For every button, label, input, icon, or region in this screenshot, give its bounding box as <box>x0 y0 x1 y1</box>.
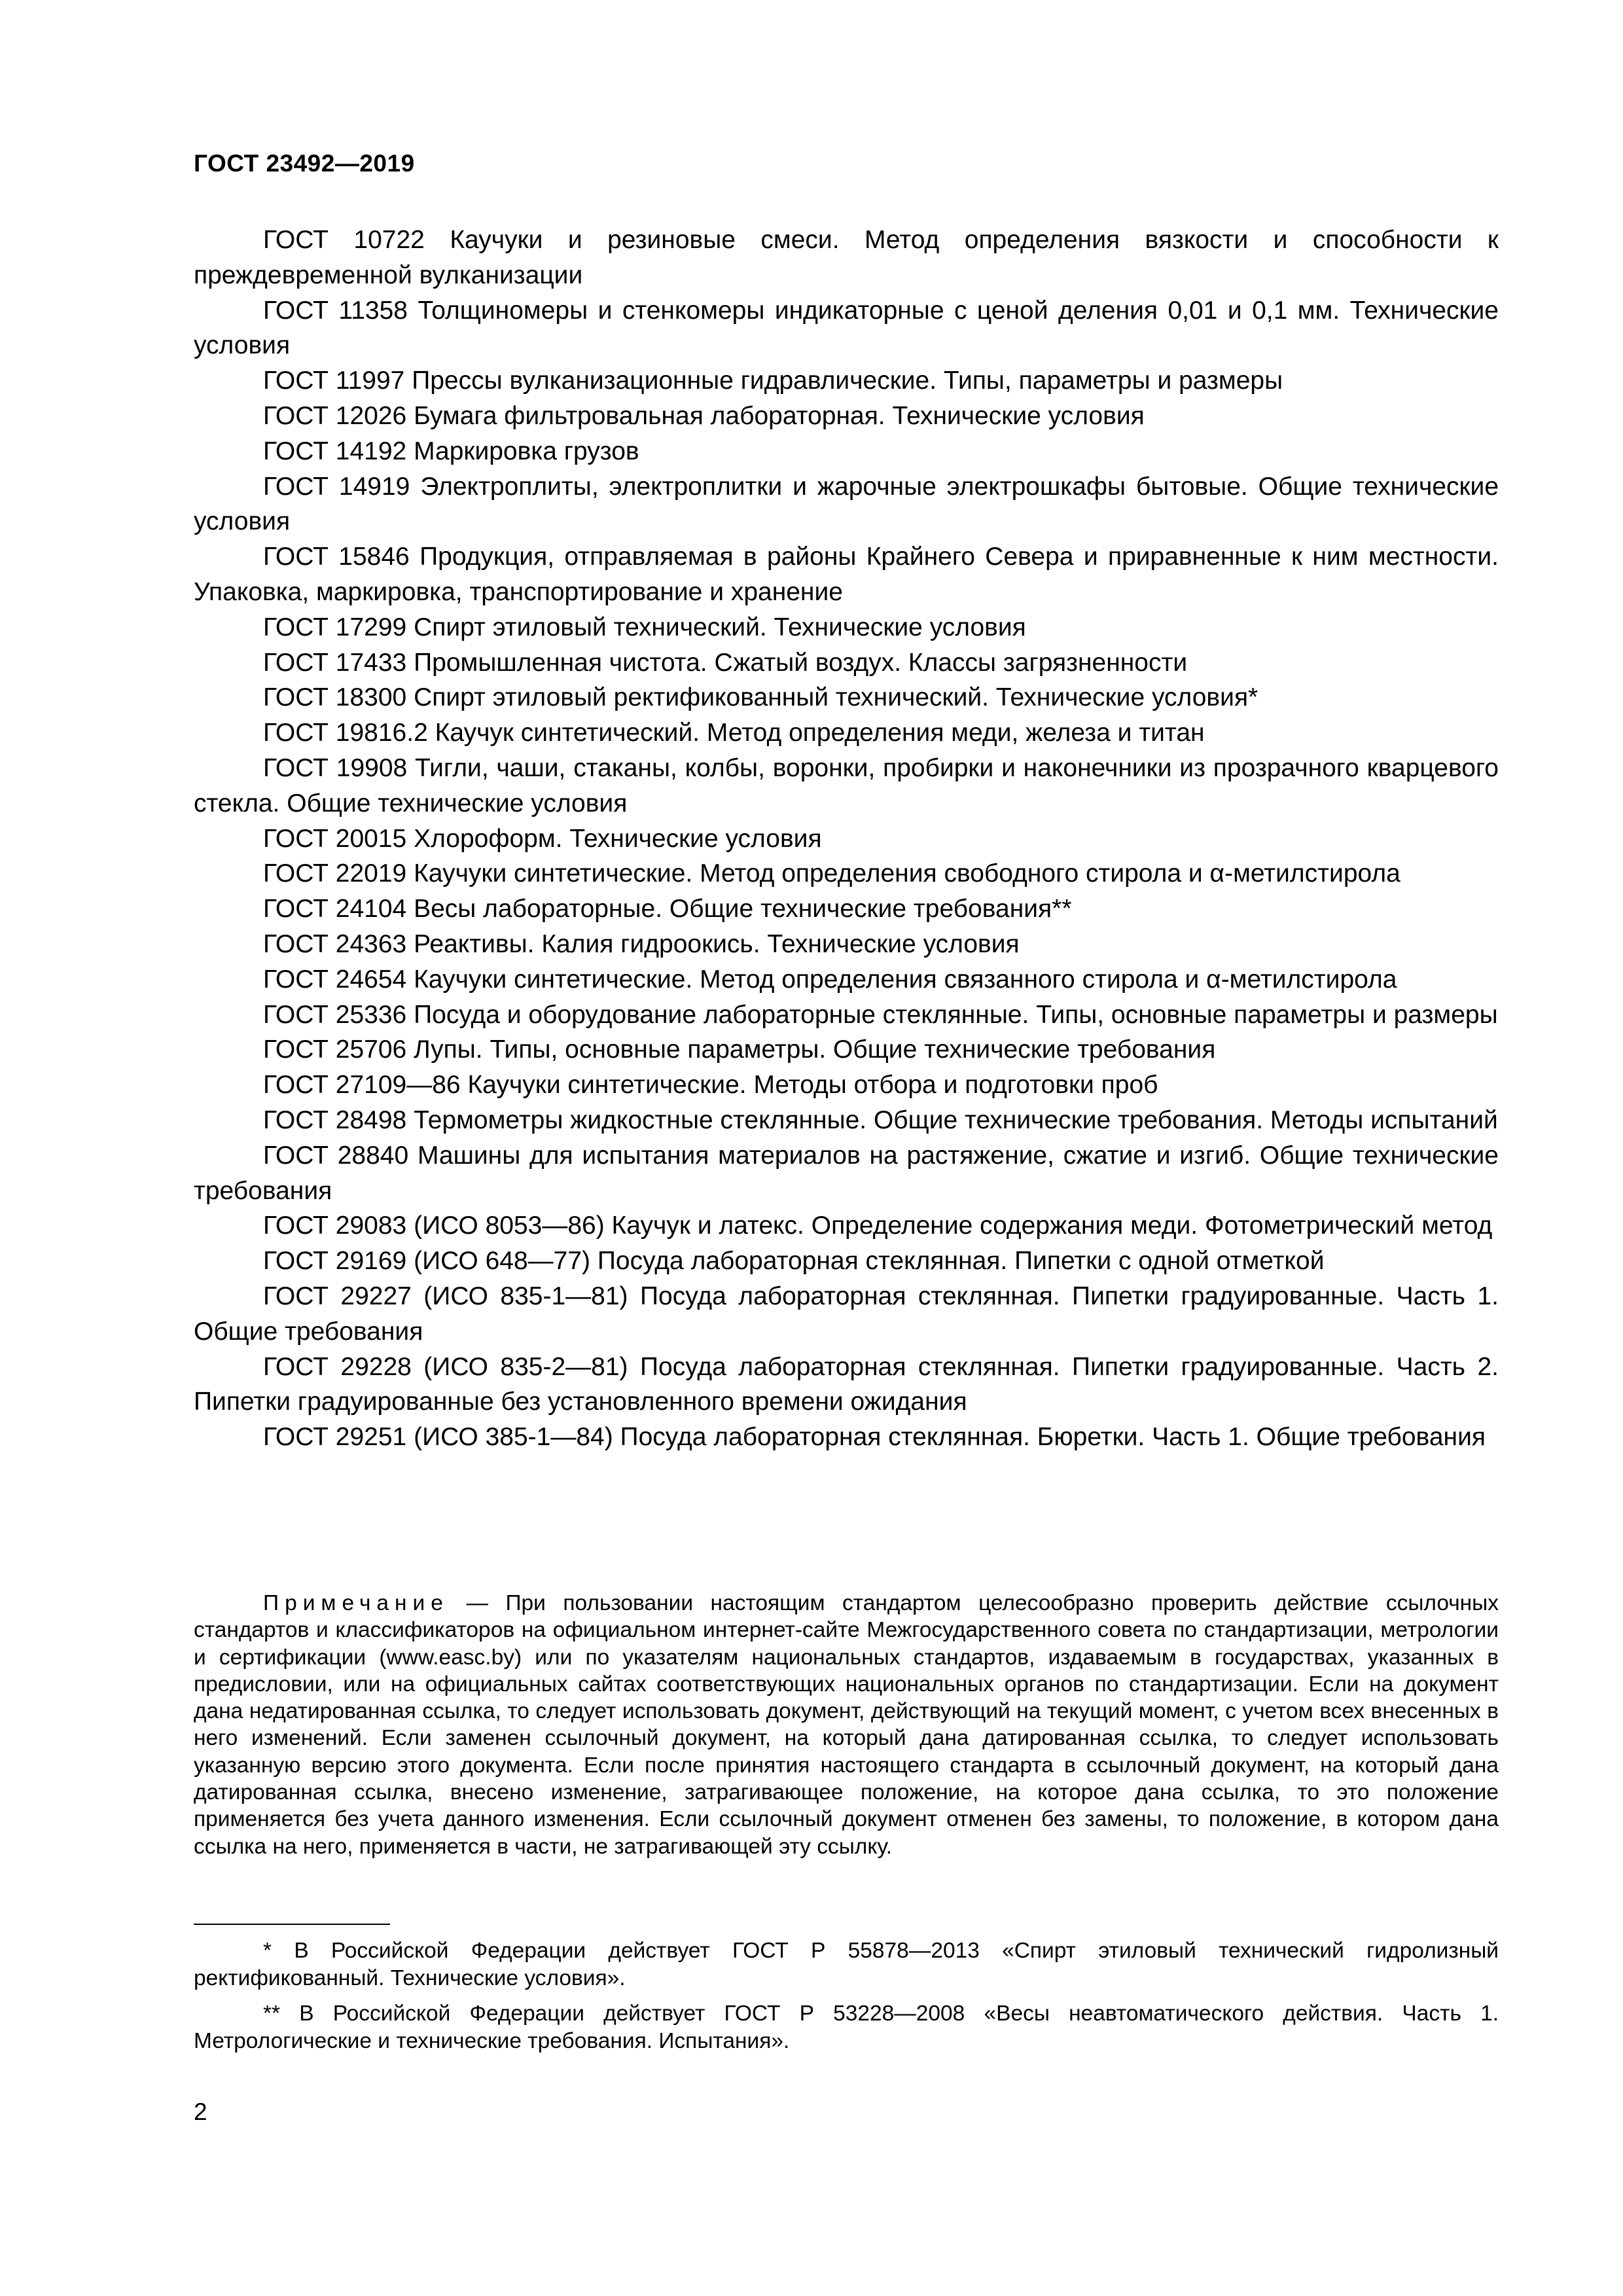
reference-item <box>194 1208 1499 1244</box>
reference-title: Посуда лабораторная стеклянная. Пипетки градуированные. Часть 2. Пипетки градуированные без установленного времени ожидания <box>194 1352 1499 1416</box>
normative-references-list <box>194 223 1499 1455</box>
footnote-mark: * <box>263 1939 272 1963</box>
reference-title: Прессы вулканизационные гидравлические. Типы, параметры и размеры <box>412 367 1283 395</box>
reference-code: ГОСТ 18300 <box>263 683 407 712</box>
reference-title: Бумага фильтровальная лабораторная. Технические условия <box>414 401 1145 430</box>
reference-code: ГОСТ 29251 (ИСО 385-1—84) <box>263 1423 613 1452</box>
reference-item <box>194 539 1499 610</box>
reference-code: ГОСТ 28840 <box>263 1141 409 1170</box>
reference-title: Реактивы. Калия гидроокись. Технические условия <box>414 929 1020 958</box>
footnote-separator <box>194 1924 390 1925</box>
footnote <box>194 1937 1499 1992</box>
page-number: 2 <box>194 2098 207 2125</box>
reference-item <box>194 1103 1499 1138</box>
reference-title: Хлороформ. Технические условия <box>414 824 822 853</box>
reference-code: ГОСТ 20015 <box>263 824 407 853</box>
reference-code: ГОСТ 11997 <box>263 367 405 395</box>
reference-title: Каучук и латекс. Определение содержания меди. Фотометрический метод <box>611 1211 1493 1240</box>
reference-code: ГОСТ 25336 <box>263 1000 407 1029</box>
reference-code: ГОСТ 17433 <box>263 648 407 677</box>
reference-title: Каучуки и резиновые смеси. Метод определения вязкости и способности к преждевременной вулканизации <box>194 226 1499 289</box>
reference-item <box>194 821 1499 857</box>
reference-item <box>194 293 1499 364</box>
reference-item <box>194 891 1499 927</box>
reference-code: ГОСТ 29169 (ИСО 648—77) <box>263 1247 591 1276</box>
reference-title: Термометры жидкостные стеклянные. Общие технические требования. Методы испытаний <box>414 1105 1498 1134</box>
reference-code: ГОСТ 27109—86 <box>263 1071 461 1100</box>
reference-title: Посуда лабораторная стеклянная. Бюретки. Часть 1. Общие требования <box>620 1423 1486 1452</box>
reference-title: Спирт этиловый ректификованный технический. Технические условия* <box>414 683 1258 712</box>
reference-item <box>194 399 1499 434</box>
reference-title: Каучук синтетический. Метод определения меди, железа и титан <box>435 719 1205 747</box>
reference-title: Промышленная чистота. Сжатый воздух. Классы загрязненности <box>414 648 1188 677</box>
reference-code: ГОСТ 15846 <box>263 543 410 571</box>
note-text: — При пользовании настоящим стандартом целесообразно проверить действие ссылочных стандартов и классификаторов на официальном интернет-сайте Межгосударственного совета по стандартизации, метрологии и сертификации (www.easc.by) или по указателям национальных стандартов, издаваемым в государствах, указанных в предисловии, или на официальных сайтах соответствующих национальных органов по стандартизации. Если на документ дана недатированная ссылка, то следует использовать документ, действующий на текущий момент, с учетом всех внесенных в него изменений. Если заменен ссылочный документ, на который дана датированная ссылка, то следует использовать указанную версию этого документа. Если после принятия настоящего стандарта в ссылочный документ, на который дана датированная ссылка, внесено изменение, затрагивающее положение, на которое дана ссылка, то это положение применяется без учета данного изменения. Если ссылочный документ отменен без замены, то положение, в котором дана ссылка на него, применяется в части, не затрагивающей эту ссылку. <box>194 1591 1499 1859</box>
reference-title: Машины для испытания материалов на растяжение, сжатие и изгиб. Общие технические требования <box>194 1141 1499 1205</box>
reference-title: Посуда лабораторная стеклянная. Пипетки с одной отметкой <box>597 1247 1325 1276</box>
footnotes <box>194 1937 1499 2063</box>
reference-code: ГОСТ 14192 <box>263 437 407 465</box>
reference-item <box>194 1350 1499 1420</box>
reference-title: Маркировка грузов <box>414 437 639 465</box>
reference-title: Каучуки синтетические. Методы отбора и подготовки проб <box>467 1071 1158 1100</box>
reference-item <box>194 715 1499 751</box>
reference-code: ГОСТ 12026 <box>263 401 407 430</box>
reference-code: ГОСТ 28498 <box>263 1105 407 1134</box>
reference-title: Продукция, отправляемая в районы Крайнего Севера и приравненные к ним местности. Упаковка, маркировка, транспортирование и хранение <box>194 543 1499 606</box>
reference-code: ГОСТ 29227 (ИСО 835-1—81) <box>263 1282 628 1310</box>
reference-code: ГОСТ 25706 <box>263 1035 407 1064</box>
reference-code: ГОСТ 10722 <box>263 226 425 254</box>
reference-item <box>194 363 1499 399</box>
reference-title: Спирт этиловый технический. Технические условия <box>414 613 1026 641</box>
reference-title: Толщиномеры и стенкомеры индикаторные с ценой деления 0,01 и 0,1 мм. Технические условия <box>194 296 1499 360</box>
reference-code: ГОСТ 17299 <box>263 613 407 641</box>
reference-code: ГОСТ 29083 (ИСО 8053—86) <box>263 1211 605 1240</box>
reference-title: Весы лабораторные. Общие технические требования** <box>414 895 1072 924</box>
reference-title: Каучуки синтетические. Метод определения свободного стирола и α-метилстирола <box>414 859 1400 888</box>
footnote-text: В Российской Федерации действует ГОСТ Р 55878—2013 «Спирт этиловый технический гидролизный ректификованный. Технические условия». <box>194 1939 1499 1990</box>
reference-item <box>194 962 1499 997</box>
reference-code: ГОСТ 11358 <box>263 296 408 325</box>
reference-item <box>194 680 1499 715</box>
reference-item <box>194 927 1499 962</box>
reference-item <box>194 434 1499 469</box>
reference-code: ГОСТ 24104 <box>263 895 407 924</box>
reference-code: ГОСТ 14919 <box>263 472 410 501</box>
reference-item <box>194 1032 1499 1067</box>
reference-title: Электроплиты, электроплитки и жарочные электрошкафы бытовые. Общие технические условия <box>194 472 1499 536</box>
reference-item <box>194 645 1499 681</box>
reference-item <box>194 610 1499 645</box>
note-label: Примечание <box>263 1591 449 1615</box>
reference-title: Посуда лабораторная стеклянная. Пипетки градуированные. Часть 1. Общие требования <box>194 1282 1499 1346</box>
reference-title: Тигли, чаши, стаканы, колбы, воронки, пробирки и наконечники из прозрачного кварцевого стекла. Общие технические условия <box>194 753 1499 817</box>
reference-item <box>194 469 1499 540</box>
reference-item <box>194 856 1499 891</box>
footnote-mark: ** <box>263 2001 281 2026</box>
reference-item <box>194 751 1499 821</box>
footnote-text: В Российской Федерации действует ГОСТ Р 53228—2008 «Весы неавтоматического действия. Часть 1. Метрологические и технические требования. Испытания». <box>194 2001 1499 2053</box>
reference-item <box>194 1279 1499 1350</box>
reference-item <box>194 1138 1499 1209</box>
reference-code: ГОСТ 19908 <box>263 753 408 782</box>
reference-item <box>194 223 1499 293</box>
reference-code: ГОСТ 19816.2 <box>263 719 428 747</box>
reference-code: ГОСТ 22019 <box>263 859 407 888</box>
reference-item <box>194 1244 1499 1279</box>
reference-code: ГОСТ 24363 <box>263 929 407 958</box>
reference-code: ГОСТ 24654 <box>263 965 407 994</box>
footnote <box>194 2000 1499 2055</box>
reference-code: ГОСТ 29228 (ИСО 835-2—81) <box>263 1352 628 1381</box>
reference-item <box>194 1420 1499 1455</box>
document-header: ГОСТ 23492—2019 <box>194 150 415 177</box>
reference-title: Каучуки синтетические. Метод определения связанного стирола и α-метилстирола <box>414 965 1397 994</box>
reference-item <box>194 997 1499 1033</box>
reference-title: Посуда и оборудование лабораторные стеклянные. Типы, основные параметры и размеры <box>414 1000 1498 1029</box>
reference-item <box>194 1067 1499 1103</box>
reference-title: Лупы. Типы, основные параметры. Общие технические требования <box>414 1035 1216 1064</box>
note-paragraph <box>194 1590 1499 1860</box>
